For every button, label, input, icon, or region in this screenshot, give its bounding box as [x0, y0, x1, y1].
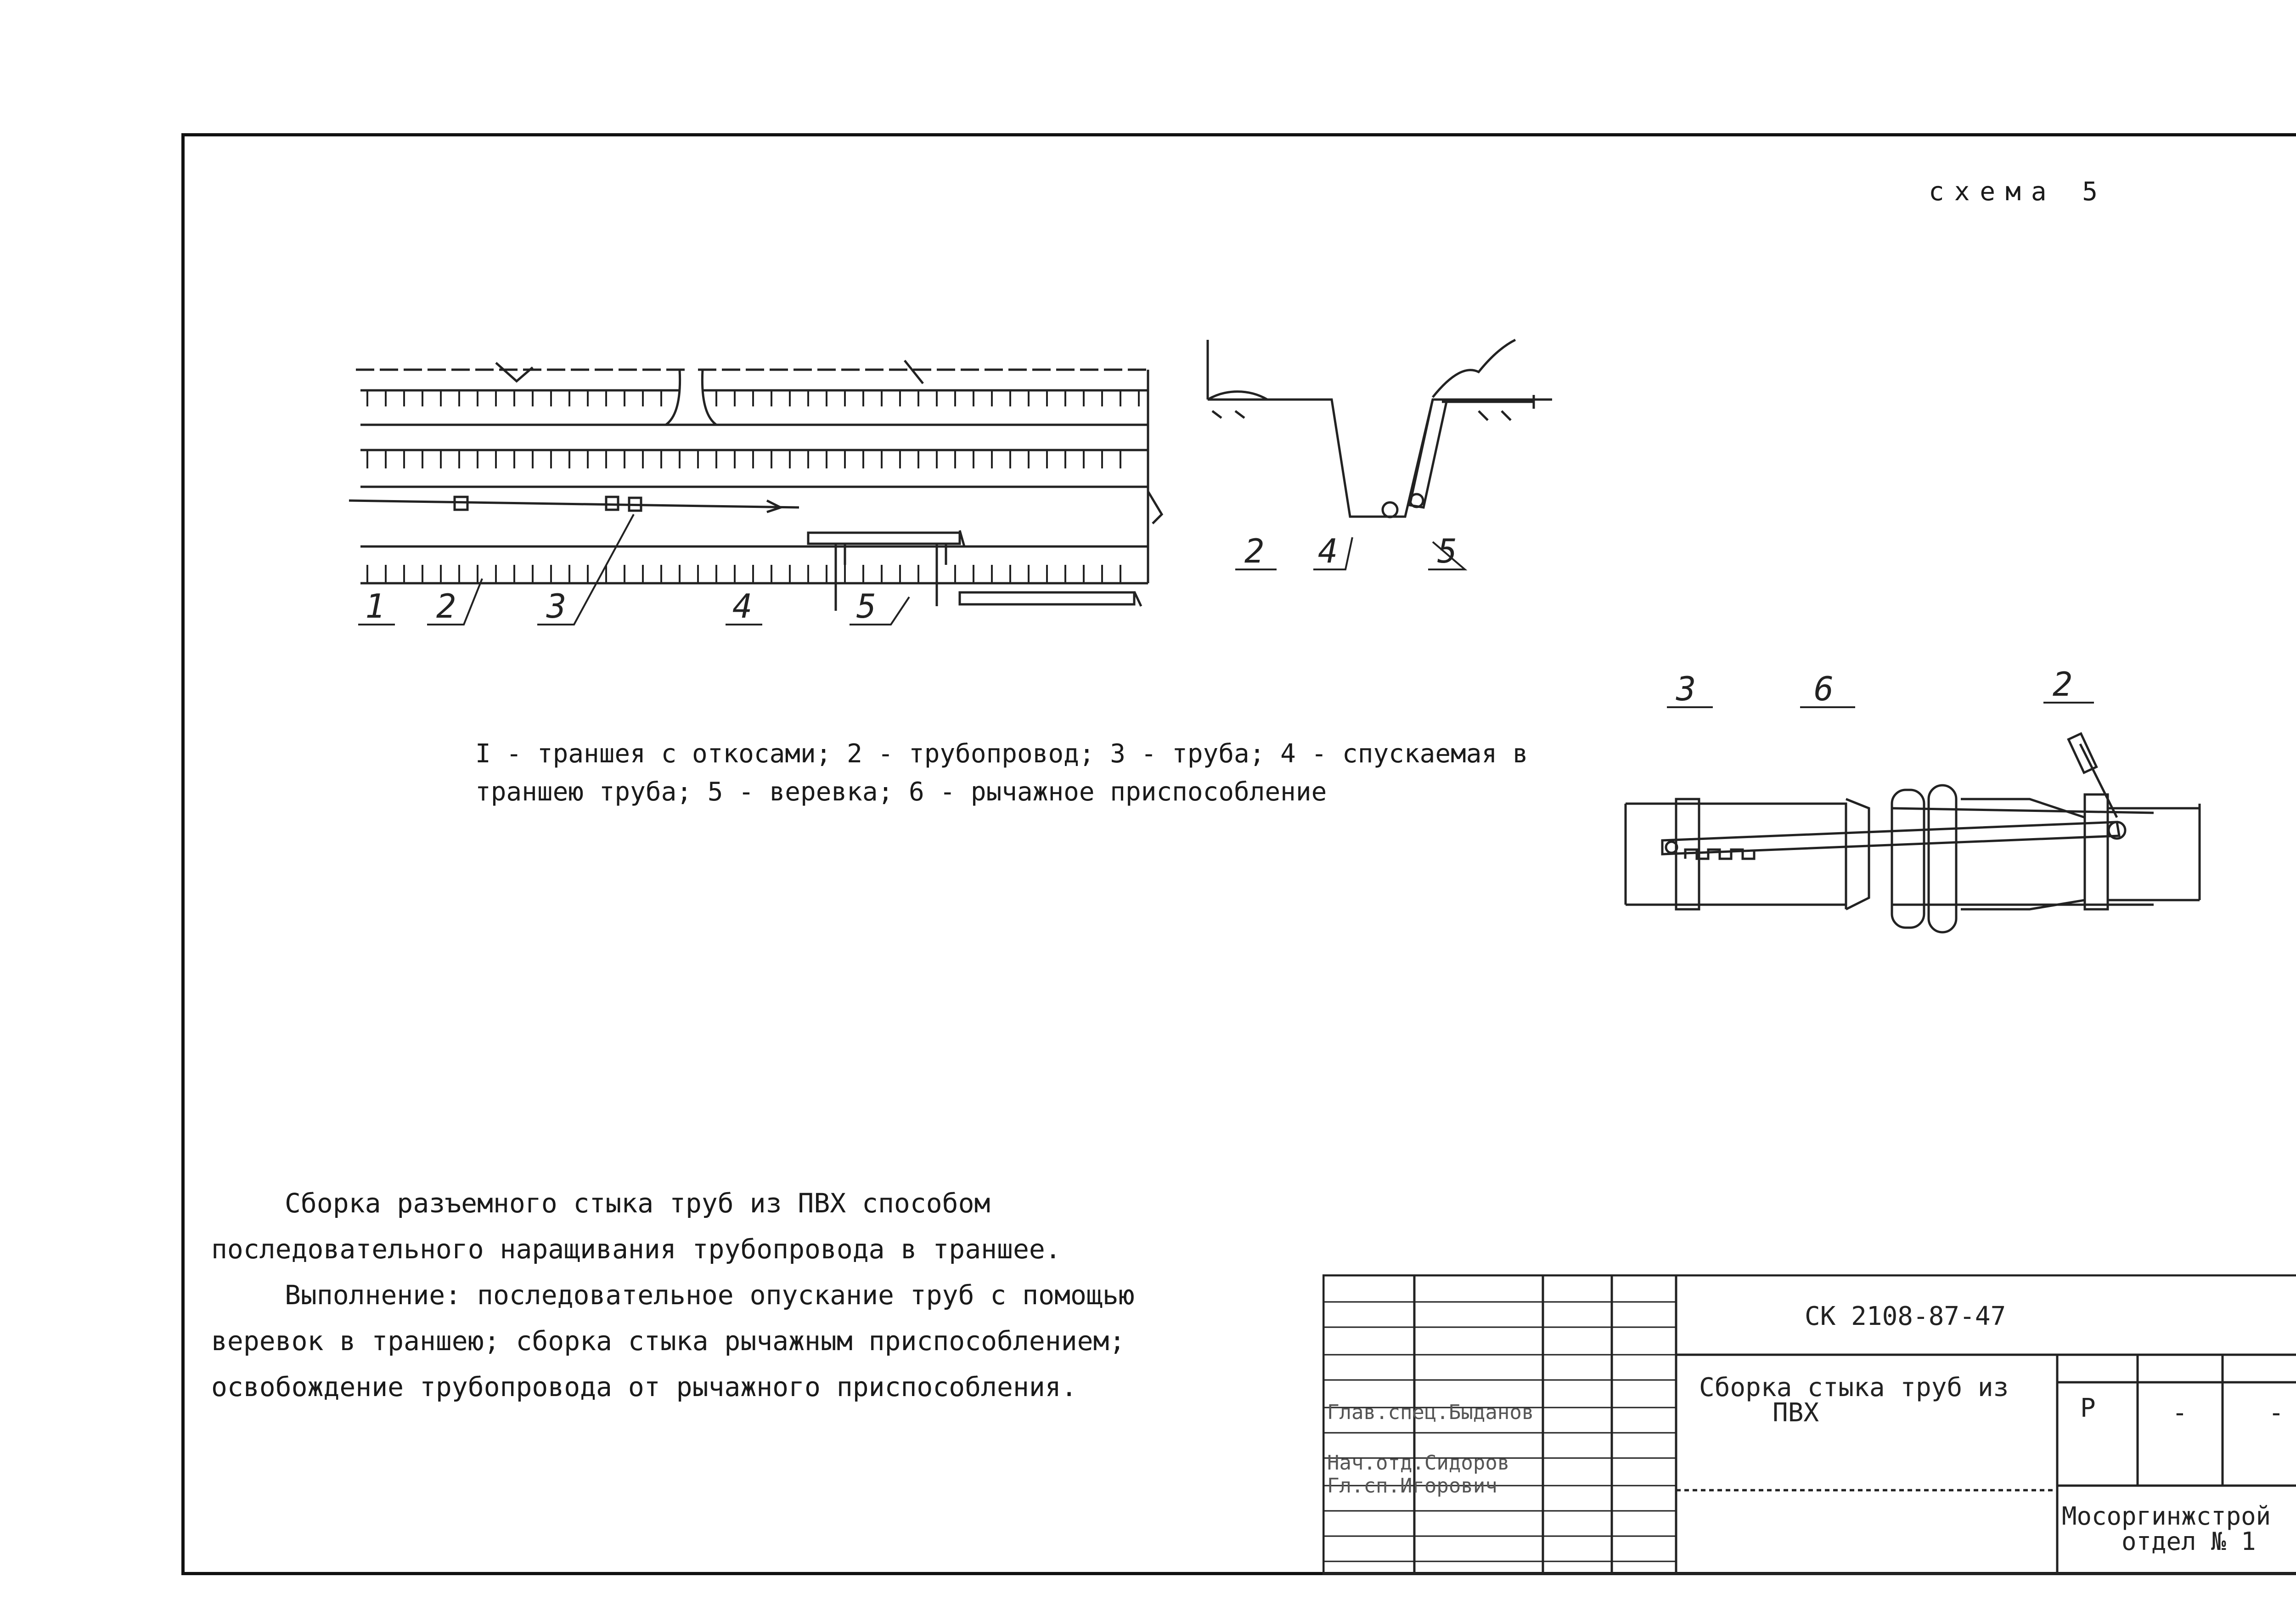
sheets-value: -: [2268, 1398, 2284, 1428]
scheme-label: схема 5: [1929, 177, 2108, 207]
description-paragraph-2: Выполнение: последовательное опускание труб с помощью веревок в траншею; сборка стыка рычажным приспособлением; освобождение трубопровода от рычажного приспособления.: [211, 1279, 1135, 1402]
figure1-label-3: 3: [546, 587, 567, 625]
trench-section-figure: [1194, 321, 1570, 588]
figure1-label-5: 5: [856, 587, 877, 625]
stage-value: Р: [2080, 1393, 2096, 1423]
signature-3: Гл.сп.Игорович: [1327, 1474, 1497, 1498]
title-block: [1322, 1274, 2296, 1575]
figure2-label-4: 4: [1318, 532, 1338, 570]
figure1-label-4: 4: [732, 587, 753, 625]
figure2-label-2: 2: [1244, 532, 1265, 570]
figure2-label-5: 5: [1437, 532, 1458, 570]
document-code: СК 2108-87-47: [1805, 1301, 2006, 1331]
description-paragraph-1: Сборка разъемного стыка труб из ПВХ способом последовательного наращивания трубопровода в траншее.: [211, 1188, 1061, 1265]
figure1-label-2: 2: [436, 587, 456, 625]
figure3-label-2: 2: [2053, 665, 2073, 704]
figure3-label-6: 6: [1814, 670, 1834, 708]
figure3-label-3: 3: [1676, 670, 1696, 708]
trench-plan-figure: [340, 349, 1166, 634]
figure-caption: I - траншея с откосами; 2 - трубопровод; 3 - труба; 4 - спускаемая в траншею труба; 5 - веревка; 6 - рычажное приспособление: [475, 739, 1528, 807]
lever-device-figure: [1616, 661, 2213, 937]
description-text: [211, 1180, 1221, 1410]
sheet-value: -: [2172, 1398, 2188, 1428]
organization-line-1: Мосоргинжстрой: [2062, 1502, 2271, 1531]
document-title-line: Сборка стыка труб из ПВХ: [1699, 1373, 2009, 1428]
organization-line-2: отдел № 1: [2122, 1527, 2256, 1556]
figure1-label-1: 1: [365, 587, 385, 625]
signature-1: Глав.спец.Быданов: [1327, 1401, 1534, 1424]
signature-2: Нач.отд.Сидоров: [1327, 1451, 1510, 1475]
